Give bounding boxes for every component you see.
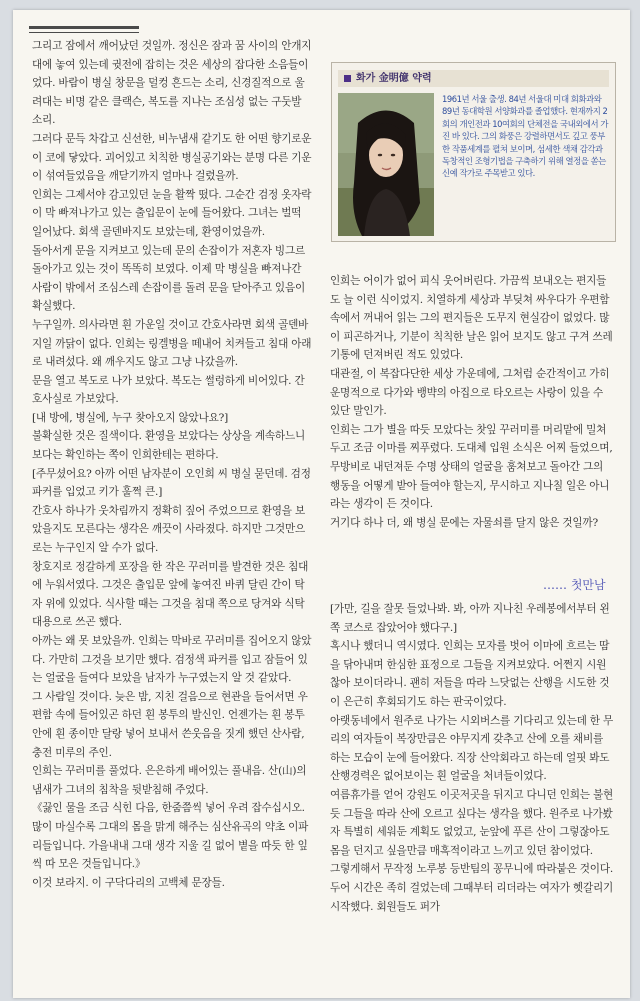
- paragraph: 아까는 왜 못 보았을까. 인희는 막바로 꾸러미를 집어오지 않았다. 가만히 그것을 보기만 했다. 검정색 파커를 입고 잠들어 있는 얼굴을 들여다 보았을 남자가 누구였는지 알 것 같았다.: [32, 635, 312, 685]
- right-column: [330, 272, 615, 532]
- profile-bio: 1961년 서울 출생. 84년 서울대 미대 회화과와 89년 동대학원 서양화과를 졸업했다. 현재까지 2회의 개인전과 10여회의 단체전을 국내외에서 가진 바 있다. 그의 화풍은 강렬하면서도 깊고 풍부한 작품세계를 펼쳐 보이며, 섬세한 색채 감각과 독창적인 조형기법을 구축하기 위해 열정을 쏟는 신예 작가로 주목받고 있다.: [442, 94, 608, 179]
- artist-photo: [338, 93, 434, 236]
- portrait-image: [338, 93, 434, 236]
- paragraph: 여름휴가를 얻어 강원도 이곳저곳을 뒤지고 다니던 인희는 불현듯 그들을 따라 산에 오르고 싶다는 생각을 했다. 원주로 나가봤자 특별히 세워둔 계획도 없었고, 눈앞에 푸른 산이 그렇잖아도 몸을 던지고 싶을만큼 매혹적이라고 느끼고 있던 참이었다.: [330, 788, 614, 857]
- profile-header: [338, 70, 609, 87]
- left-column: [32, 37, 314, 892]
- paragraph: [주무셨어요? 아까 어떤 남자분이 오인희 씨 병실 묻던데. 검정 파커를 입었고 키가 훌쩍 큰.]: [32, 467, 311, 499]
- paragraph: 아랫동네에서 원주로 나가는 시외버스를 기다리고 있는데 한 무리의 여자들이 복장만큼은 야무지게 갖추고 산에 오를 채비를 하는 모습이 눈에 들어왔다. 직장 산악회라고 하는데 얼핏 봐도 산행경력은 없어보이는 흰 얼굴을 처녀들이었다.: [330, 714, 614, 783]
- paragraph: 인희는 꾸러미를 풀었다. 은은하게 배어있는 풀내음. 산(山)의 냄새가 그녀의 침착을 뒷받침해 주었다.: [32, 765, 307, 796]
- paragraph: 간호사 하나가 웃차림까지 정확히 짚어 주었으므로 환영을 보았을지도 모른다는 생각은 깨끗이 사라졌다. 하지만 그것만으로는 누구인지 알 수가 없다.: [32, 504, 306, 555]
- artist-profile-box: [331, 62, 616, 242]
- right-column-lower: [330, 600, 615, 916]
- paragraph: 대관절, 이 복잡다단한 세상 가운데에, 그처럼 순간적이고 가히 운명적으로 다가와 뱅뱍의 아집으로 타오르는 사랑이 있을 수 있단 말인가.: [330, 367, 610, 418]
- header-rule: [29, 26, 139, 29]
- paragraph: 돌아서게 문을 지켜보고 있는데 문의 손잡이가 저혼자 빙그르 돌아가고 있는 것이 똑똑히 보였다. 이제 막 병실을 빠져나간 사람이 밖에서 조심스레 손잡이를 돌려 문을 닫아주고 있음이 확실했다.: [32, 244, 306, 313]
- paragraph: 그 사람일 것이다. 늦은 밤, 지친 걸음으로 현관을 들어서면 우편함 속에 들어있곤 하던 흰 봉투의 발신인. 언젠가는 흰 봉투 안에 흰 종이만 달랑 넣어 보내서 쓴웃음을 짓게 했던 산사람, 충전 미루의 주인.: [32, 690, 308, 759]
- paragraph: 인희는 그제서야 감고있던 눈을 활짝 떴다. 그순간 검정 옷자락이 막 빠져나가고 있는 출입문이 눈에 들어왔다. 그녀는 벌떡 일어났다. 회색 골덴바지도 보았는데, 환영이었을까.: [32, 188, 312, 238]
- section-title: …… 첫만남: [543, 578, 606, 592]
- paragraph: 그렇게해서 무작정 노루봉 등반팀의 꽁무니에 따라붙은 것이다. 두어 시간은 족히 걸었는데 그때부터 리더라는 여자가 헷갈리기 시작했다. 회원들도 퍼가: [330, 863, 614, 913]
- paragraph: [내 방에, 병실에, 누구 찾아오지 않았나요?]: [32, 411, 229, 424]
- paragraph: 그러다 문득 차갑고 신선한, 비누냄새 같기도 한 어떤 향기로운이 코에 닿았다. 괴어있고 치칙한 병실공기와는 분명 다른 기운이 섞여들었음을 깨닫기까지 얼마나 걸렸을까.: [32, 132, 312, 183]
- paragraph: 불확실한 것은 질색이다. 환영을 보았다는 상상을 계속하느니보다는 확인하는 쪽이 인희한테는 편하다.: [32, 430, 306, 462]
- paragraph: 문을 열고 복도로 나가 보았다. 복도는 썰렁하게 비어있다. 간호사실로 가보았다.: [32, 374, 305, 406]
- paragraph: 인희는 어이가 없어 피식 웃어버린다. 가끔씩 보내오는 편지들도 늘 이런 식이었지. 치열하게 세상과 부딪쳐 싸우다가 우편함 속에서 꺼내어 읽는 그의 편지들은 도무지 현실감이 없었다. 많이 피곤하거나, 기분이 칙칙한 날은 읽어 보지도 않고 구겨 쓰레기통에 던져버린 적도 있었다.: [330, 275, 613, 362]
- profile-title: 화가 金明億 약력: [356, 73, 432, 84]
- paragraph: 이것 보라지. 이 구닥다리의 고백체 문장들.: [32, 876, 225, 889]
- paragraph: 《끓인 물을 조금 식힌 다음, 한줌쯤씩 넣어 우려 잡수십시오. 많이 마실수록 그대의 몸을 맑게 해주는 심산유곡의 약초 이파리들입니다. 가을내내 그대 생각 지울 길 없어 볕을 따듯 한 잎씩 따 모은 것들입니다.》: [32, 802, 309, 871]
- paragraph: 창호지로 정갈하게 포장을 한 작은 꾸러미를 발견한 것은 침대에 누워서였다. 그것은 출입문 앞에 놓여진 바퀴 달린 간이 탁자 위에 있었다. 식사할 때는 그것을 침대 쪽으로 당겨와 식탁 대용으로 쓰곤 했다.: [32, 560, 309, 629]
- paragraph: 인희는 그가 별을 따듯 모았다는 찻잎 꾸러미를 머리맡에 밀쳐두고 조금 이마를 찌푸렸다. 도대체 입원 소식은 어찌 들었으며, 무방비로 내던져둔 수명 상태의 얼굴을 훔쳐보고 돌아간 그의 행동을 어떻게 받아 들여야 할는지, 무시하고 지나칠 일은 아니라는 생각이 든 것이다.: [330, 423, 613, 511]
- paragraph: [가만, 길을 잘못 들었나봐. 봐, 아까 지나친 우레봉에서부터 왼쪽 코스로 잡았어야 했다구.]: [330, 603, 610, 634]
- paragraph: 누구일까. 의사라면 흰 가운일 것이고 간호사라면 회색 골덴바지일 까닭이 없다. 인희는 링겔병을 떼내어 치켜들고 침대 아래로 내려섰다. 왜 깨우지도 않고 그냥 나갔을까.: [32, 318, 312, 369]
- square-bullet-icon: [344, 75, 351, 82]
- magazine-page: [13, 10, 630, 998]
- paragraph: 그리고 잠에서 깨어났던 것일까. 정신은 잠과 꿈 사이의 안개지대에 놓여 있는데 귓전에 잡히는 것은 세상의 잡다한 소음들이었다. 바람이 병실 창문을 덜컹 흔드는 소리, 신경질적으로 울려대는 비명 같은 클랙슨, 복도를 지나는 조심성 없는 구둣발 소리.: [32, 40, 312, 127]
- paragraph: 거기다 하나 더, 왜 병실 문에는 자물쇠를 달지 않은 것일까?: [330, 516, 598, 529]
- header-rule-thin: [29, 32, 139, 33]
- paragraph: 혹시나 했더니 역시였다. 인희는 모자를 벗어 이마에 흐르는 땀을 닦아내며 한심한 표정으로 그들을 지켜보았다. 어쩐지 시원찮아 보이더라니. 괜히 저들을 따라 느닷없는 산행을 시도한 것이 은근히 후회되기도 하는 판국이었다.: [330, 640, 610, 708]
